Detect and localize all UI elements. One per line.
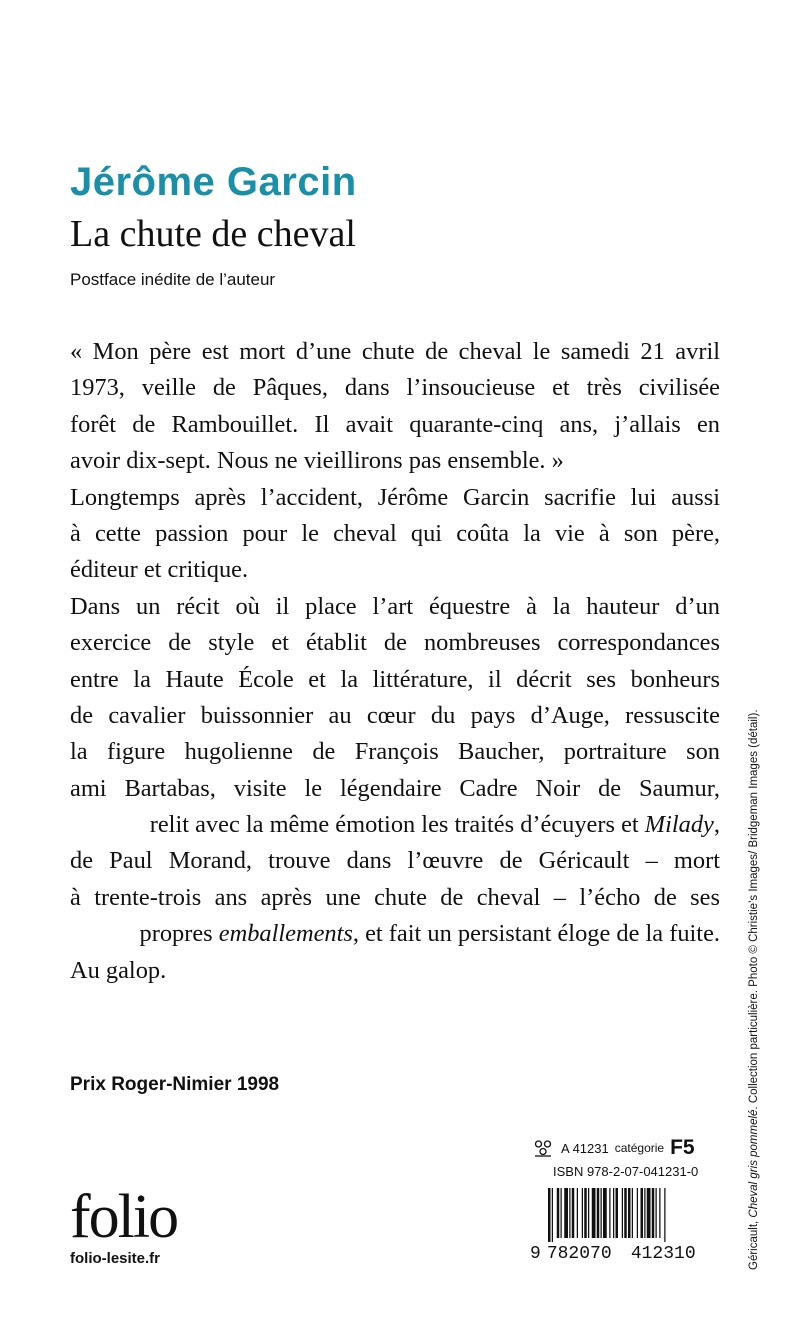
barcode-bar: [637, 1188, 638, 1238]
blurb-line: à cette passion pour le cheval qui coûta la vie à son père,: [70, 519, 720, 547]
barcode-bar: [628, 1188, 631, 1238]
blurb-line: 1973, veille de Pâques, dans l’insoucieuse et très civilisée: [70, 374, 720, 402]
category-value: F5: [670, 1136, 695, 1159]
book-subtitle: Postface inédite de l’auteur: [70, 270, 276, 289]
blurb-italic-title: Milady: [644, 811, 714, 839]
barcode-bar: [656, 1188, 657, 1238]
barcode-bar: [609, 1188, 610, 1238]
blurb-text: [70, 334, 720, 989]
barcode-bar: [588, 1188, 589, 1238]
barcode-bar: [577, 1188, 578, 1238]
publisher-emblem-icon: [533, 1139, 553, 1157]
barcode-bar: [548, 1188, 551, 1242]
barcode-bar: [622, 1188, 623, 1238]
publisher-website[interactable]: folio-lesite.fr: [70, 1250, 161, 1267]
category-label: catégorie: [614, 1141, 665, 1155]
barcode-bar: [552, 1188, 553, 1242]
catalog-code: A 41231: [561, 1140, 609, 1156]
barcode-bar: [561, 1188, 562, 1238]
blurb-line: entre la Haute École et la littérature, il décrit ses bonheurs: [70, 665, 720, 693]
blurb-line: Au galop.: [70, 956, 167, 984]
blurb-italic-word: emballements: [218, 920, 353, 948]
barcode-bar: [572, 1188, 575, 1238]
barcode-bar: [569, 1188, 570, 1238]
barcode-bar: [652, 1188, 655, 1238]
barcode-bar: [592, 1188, 596, 1238]
blurb-line: la figure hugolienne de François Baucher, portraiture son: [70, 738, 720, 766]
barcode-right-group: 412310: [630, 1244, 696, 1264]
prize-label: Prix Roger-Nimier 1998: [70, 1074, 280, 1095]
blurb-line: à trente-trois ans après une chute de cheval – l’écho de ses: [70, 883, 720, 911]
blurb-line: « Mon père est mort d’une chute de cheval le samedi 21 avril: [70, 338, 720, 365]
blurb-fragment: relit avec la même émotion les traités d’écuyers et: [149, 811, 645, 839]
barcode-digits: [530, 1244, 720, 1264]
barcode-bar: [613, 1188, 614, 1238]
blurb-fragment: , et fait un persistant éloge de la fuite.: [352, 920, 720, 948]
barcode-bar: [647, 1188, 651, 1238]
blurb-line: Dans un récit où il place l’art équestre à la hauteur d’un: [70, 592, 720, 620]
barcode-bar: [664, 1188, 665, 1242]
barcode-first-digit: 9: [530, 1244, 541, 1264]
barcode-bar: [601, 1188, 602, 1238]
barcode-bar: [582, 1188, 583, 1238]
blurb-line: de Paul Morand, trouve dans l’œuvre de Géricault – mort: [70, 847, 720, 875]
credit-rest: . Collection particulière. Photo © Christie’s Images/ Bridgeman Images (détail).: [748, 709, 760, 1110]
blurb-line: exercice de style et établit de nombreuses correspondances: [70, 629, 720, 657]
barcode-bar: [584, 1188, 587, 1238]
book-title: La chute de cheval: [70, 213, 356, 255]
barcode-bar: [564, 1188, 568, 1238]
credit-work: Cheval gris pommelé: [748, 1109, 760, 1218]
barcode-bar: [632, 1188, 633, 1238]
catalog-code-row: [533, 1137, 695, 1159]
credit-artist: Géricault,: [748, 1217, 760, 1270]
barcode-bar: [641, 1188, 644, 1238]
blurb-fragment: propres: [139, 920, 219, 948]
blurb-line: forêt de Rambouillet. Il avait quarante-cinq ans, j’allais en: [70, 410, 720, 438]
barcode-left-group: 782070: [546, 1244, 612, 1264]
blurb-line: Longtemps après l’accident, Jérôme Garcin sacrifie lui aussi: [70, 483, 720, 511]
blurb-line: avoir dix-sept. Nous ne vieillirons pas ensemble. »: [70, 447, 564, 475]
barcode-bar: [644, 1188, 645, 1238]
blurb-line: de cavalier buissonnier au cœur du pays d’Auge, ressuscite: [70, 701, 720, 729]
blurb-line: [70, 807, 720, 843]
barcode-bar: [603, 1188, 607, 1238]
barcode-bar: [624, 1188, 627, 1238]
image-credit: [748, 650, 760, 1270]
barcode: [548, 1188, 718, 1242]
barcode-bar: [616, 1188, 619, 1238]
blurb-line: ami Bartabas, visite le légendaire Cadre Noir de Saumur,: [70, 774, 720, 802]
blurb-line: éditeur et critique.: [70, 556, 249, 584]
isbn-number: ISBN 978-2-07-041231-0: [553, 1164, 699, 1179]
barcode-bar: [659, 1188, 660, 1238]
blurb-fragment: ,: [713, 811, 720, 839]
barcode-bar: [557, 1188, 560, 1238]
author-name: Jérôme Garcin: [70, 160, 357, 204]
publisher-logo: folio: [70, 1183, 178, 1251]
barcode-bar: [597, 1188, 600, 1238]
blurb-line: [70, 916, 720, 952]
